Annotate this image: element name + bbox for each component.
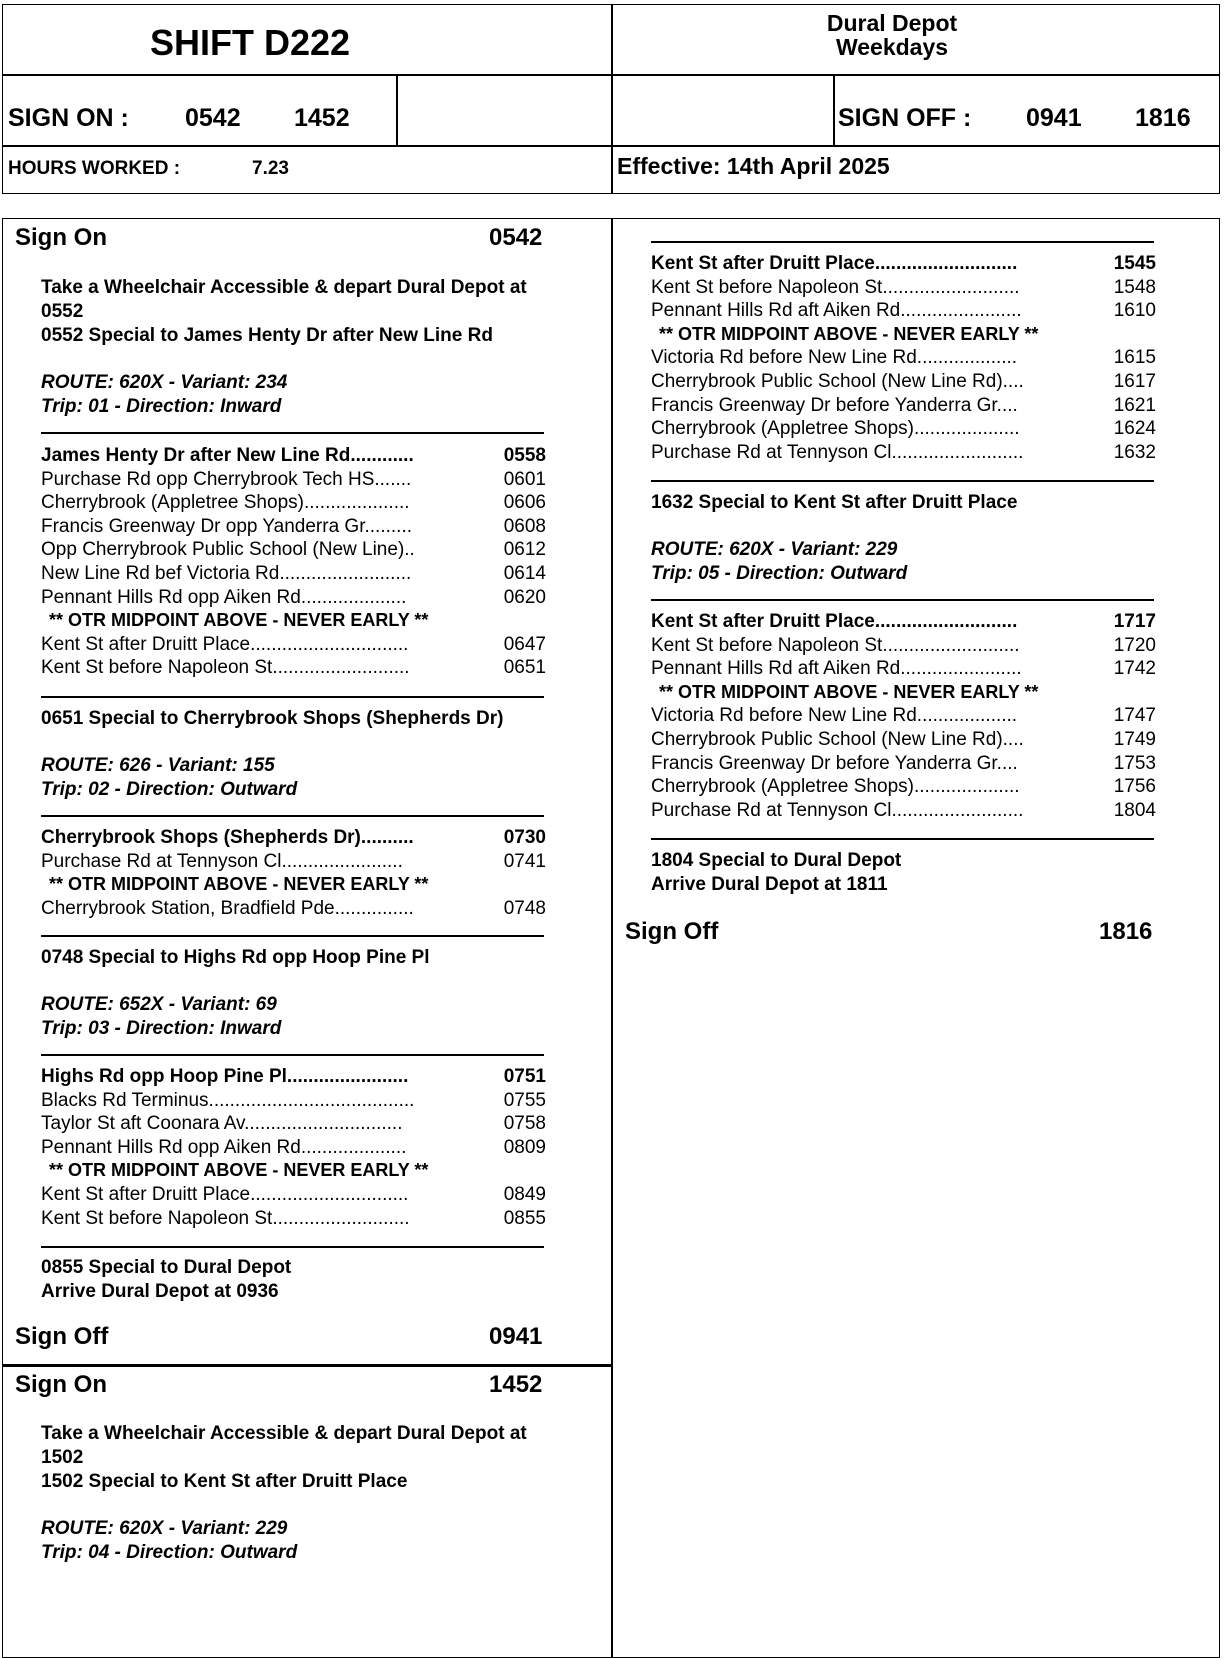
stop-time: 1747 <box>1113 705 1156 727</box>
stop-time: 0608 <box>503 515 546 537</box>
stop-name: Kent St before Napoleon St.......................... <box>41 657 410 679</box>
end-2-line-2: Arrive Dural Depot at 1811 <box>651 874 888 895</box>
hours-worked-value: 7.23 <box>252 158 289 179</box>
stop-time: 1742 <box>1113 658 1156 680</box>
stop-time: 1617 <box>1113 371 1156 392</box>
stop-time: 0748 <box>503 897 546 919</box>
stop-name: Kent St before Napoleon St.......................... <box>651 634 1020 656</box>
stop-name: Cherrybrook (Appletree Shops).................... <box>651 418 1020 440</box>
trip-5-route: ROUTE: 620X - Variant: 229 <box>651 539 898 560</box>
depot-name: Dural Depot <box>826 10 958 36</box>
stop-name: Cherrybrook Public School (New Line Rd).... <box>651 729 1024 750</box>
trip-1-direction: Trip: 01 - Direction: Inward <box>41 396 282 417</box>
stop-name: Purchase Rd at Tennyson Cl....................... <box>41 850 403 872</box>
stop-name: Kent St before Napoleon St.......................... <box>41 1207 410 1229</box>
stop-name: Pennant Hills Rd opp Aiken Rd.................... <box>41 1136 407 1158</box>
stop-time: 1624 <box>1113 418 1156 440</box>
stop-time: 0558 <box>503 445 546 466</box>
stop-name: Victoria Rd before New Line Rd................... <box>651 347 1018 369</box>
stop-name: Cherrybrook Public School (New Line Rd).... <box>651 371 1024 392</box>
stop-name: Highs Rd opp Hoop Pine Pl....................... <box>41 1066 409 1087</box>
otr-midpoint-note: ** OTR MIDPOINT ABOVE - NEVER EARLY ** <box>49 610 429 631</box>
sign-off-1-label: Sign Off <box>15 1323 109 1350</box>
sign-on-time-1: 0542 <box>185 104 241 132</box>
stop-name: New Line Rd bef Victoria Rd......................... <box>41 563 412 584</box>
shift-title: SHIFT D222 <box>150 22 351 63</box>
stop-name: James Henty Dr after New Line Rd............ <box>41 445 414 466</box>
stop-name: Cherrybrook Shops (Shepherds Dr).......... <box>41 827 414 848</box>
end-2-line-1: 1804 Special to Dural Depot <box>651 850 902 871</box>
intro-1-line-1: Take a Wheelchair Accessible & depart Dural Depot at <box>41 277 527 298</box>
sign-on-label: SIGN ON : <box>8 104 129 132</box>
trip-5-direction: Trip: 05 - Direction: Outward <box>651 563 908 584</box>
otr-midpoint-note: ** OTR MIDPOINT ABOVE - NEVER EARLY ** <box>49 1160 429 1181</box>
end-1-line-1: 0855 Special to Dural Depot <box>41 1257 292 1278</box>
depot-days: Weekdays <box>835 34 949 60</box>
hours-worked-label: HOURS WORKED : <box>8 158 181 179</box>
intro-2-line-3: 1502 Special to Kent St after Druitt Place <box>41 1471 408 1492</box>
sign-on-1-label: Sign On <box>15 224 107 251</box>
stop-name: Opp Cherrybrook Public School (New Line).. <box>41 539 415 561</box>
trip-4-route: ROUTE: 620X - Variant: 229 <box>41 1518 288 1539</box>
trip-3-route: ROUTE: 652X - Variant: 69 <box>41 994 277 1015</box>
stop-time: 0755 <box>503 1089 546 1111</box>
stop-time: 1804 <box>1113 799 1156 821</box>
sign-off-time-1: 0941 <box>1026 104 1082 132</box>
otr-midpoint-note: ** OTR MIDPOINT ABOVE - NEVER EARLY ** <box>659 681 1039 702</box>
stop-name: Cherrybrook Station, Bradfield Pde............... <box>41 897 414 919</box>
sign-off-time-2: 1816 <box>1135 104 1191 132</box>
stop-time: 0620 <box>503 586 546 608</box>
intro-2-line-1: Take a Wheelchair Accessible & depart Dural Depot at <box>41 1423 527 1444</box>
stop-name: Francis Greenway Dr before Yanderra Gr.... <box>651 394 1018 416</box>
stop-time: 0647 <box>503 633 546 655</box>
sign-off-1-time: 0941 <box>489 1323 543 1350</box>
special-5: 1632 Special to Kent St after Druitt Place <box>651 492 1018 513</box>
stop-time: 1610 <box>1113 300 1156 322</box>
stop-name: Kent St after Druitt Place.............................. <box>41 1184 409 1205</box>
sign-on-time-2: 1452 <box>294 104 350 132</box>
stop-time: 0606 <box>503 492 546 514</box>
stop-time: 0855 <box>503 1207 546 1229</box>
sign-on-2-time: 1452 <box>489 1371 543 1398</box>
stop-name: Kent St after Druitt Place........................... <box>651 611 1018 632</box>
stop-time: 0612 <box>503 539 546 561</box>
trip-3-direction: Trip: 03 - Direction: Inward <box>41 1018 282 1039</box>
sign-off-label: SIGN OFF : <box>838 104 972 132</box>
sign-on-2-label: Sign On <box>15 1371 107 1398</box>
stop-time: 1632 <box>1113 441 1156 463</box>
effective-date: Effective: 14th April 2025 <box>617 153 890 179</box>
intro-1-line-2: 0552 <box>41 301 84 322</box>
stop-name: Kent St after Druitt Place.............................. <box>41 633 409 655</box>
otr-midpoint-note: ** OTR MIDPOINT ABOVE - NEVER EARLY ** <box>659 323 1039 344</box>
stop-time: 0741 <box>503 850 546 872</box>
stop-time: 1621 <box>1113 394 1156 416</box>
stop-time: 1548 <box>1113 276 1156 298</box>
stop-name: Pennant Hills Rd aft Aiken Rd....................... <box>651 300 1022 322</box>
stop-name: Francis Greenway Dr before Yanderra Gr.... <box>651 752 1018 774</box>
sign-off-2-time: 1816 <box>1099 918 1153 945</box>
stop-name: Kent St before Napoleon St.......................... <box>651 276 1020 298</box>
sign-off-2-label: Sign Off <box>625 918 719 945</box>
trip-2-route: ROUTE: 626 - Variant: 155 <box>41 755 275 776</box>
stop-time: 1753 <box>1113 752 1156 774</box>
stop-time: 0601 <box>503 468 546 490</box>
stop-time: 1756 <box>1113 776 1156 798</box>
stop-time: 1720 <box>1113 634 1156 656</box>
stop-name: Cherrybrook (Appletree Shops).................... <box>41 492 410 514</box>
stop-time: 0614 <box>503 563 546 584</box>
special-3: 0748 Special to Highs Rd opp Hoop Pine Pl <box>41 947 430 968</box>
stop-time: 1545 <box>1113 253 1156 274</box>
stop-time: 0751 <box>503 1066 546 1087</box>
stop-time: 0651 <box>503 657 546 679</box>
stop-time: 0730 <box>503 827 546 848</box>
sign-on-1-time: 0542 <box>489 224 543 251</box>
stop-name: Blacks Rd Terminus....................................... <box>41 1089 415 1111</box>
stop-name: Victoria Rd before New Line Rd................... <box>651 705 1018 727</box>
special-2: 0651 Special to Cherrybrook Shops (Shepherds Dr) <box>41 708 504 729</box>
stop-name: Taylor St aft Coonara Av.............................. <box>41 1113 403 1135</box>
otr-midpoint-note: ** OTR MIDPOINT ABOVE - NEVER EARLY ** <box>49 874 429 895</box>
stop-name: Francis Greenway Dr opp Yanderra Gr......... <box>41 515 413 537</box>
stop-time: 0758 <box>503 1113 546 1135</box>
trip-1-route: ROUTE: 620X - Variant: 234 <box>41 372 288 393</box>
stop-time: 1749 <box>1113 729 1156 750</box>
intro-2-line-2: 1502 <box>41 1447 84 1468</box>
intro-1-line-3: 0552 Special to James Henty Dr after New Line Rd <box>41 325 493 346</box>
stop-name: Kent St after Druitt Place........................... <box>651 253 1018 274</box>
stop-name: Pennant Hills Rd opp Aiken Rd.................... <box>41 586 407 608</box>
end-1-line-2: Arrive Dural Depot at 0936 <box>41 1281 279 1302</box>
stop-name: Pennant Hills Rd aft Aiken Rd....................... <box>651 658 1022 680</box>
stop-name: Cherrybrook (Appletree Shops).................... <box>651 776 1020 798</box>
stop-time: 1615 <box>1113 347 1156 369</box>
trip-2-direction: Trip: 02 - Direction: Outward <box>41 779 298 800</box>
stop-name: Purchase Rd opp Cherrybrook Tech HS....... <box>41 468 412 490</box>
stop-time: 0809 <box>503 1136 546 1158</box>
stop-time: 0849 <box>503 1184 546 1205</box>
stop-name: Purchase Rd at Tennyson Cl......................... <box>651 441 1024 463</box>
trip-4-direction: Trip: 04 - Direction: Outward <box>41 1542 298 1563</box>
stop-name: Purchase Rd at Tennyson Cl......................... <box>651 799 1024 821</box>
stop-time: 1717 <box>1113 611 1156 632</box>
